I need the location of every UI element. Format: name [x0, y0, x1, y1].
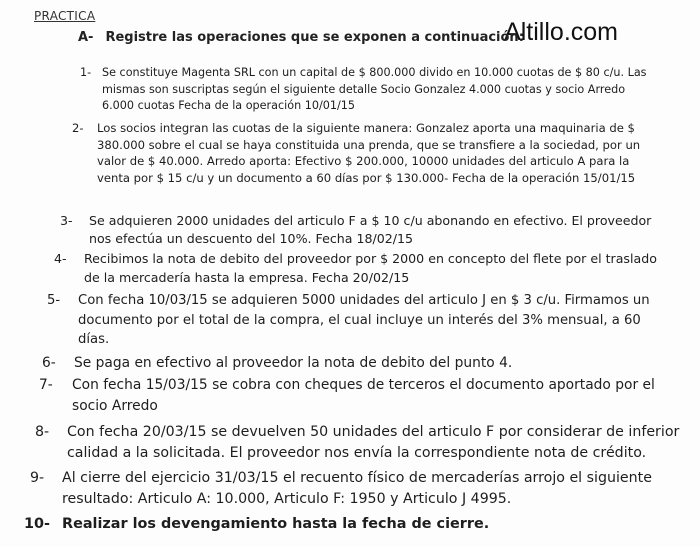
item-number: 1- — [80, 66, 92, 79]
section-letter: A- — [78, 30, 94, 45]
item-number: 4- — [54, 251, 67, 266]
item-text: Con fecha 15/03/15 se cobra con cheques de terceros el documento aportado por el socio Arredo — [72, 377, 655, 414]
list-item — [35, 422, 683, 464]
item-number: 10- — [24, 516, 50, 532]
item-text: Al cierre del ejercicio 31/03/15 el recuento físico de mercaderías arrojo el siguiente resultado: Articulo A: 10.000, Articulo F: 1950 y Articulo J 4995. — [62, 470, 652, 507]
list-item — [42, 353, 672, 373]
item-number: 6- — [42, 355, 56, 371]
list-item — [82, 65, 650, 115]
list-item — [39, 375, 679, 417]
item-number: 3- — [60, 213, 73, 228]
list-item — [60, 212, 666, 248]
item-number: 5- — [47, 293, 61, 308]
item-text: Con fecha 20/03/15 se devuelven 50 unidades del articulo F por considerar de inferior calidad a la solicitada. El proveedor nos envía la correspondiente nota de crédito. — [67, 424, 680, 461]
item-text: Con fecha 10/03/15 se adquieren 5000 unidades del articulo J en $ 3 c/u. Firmamos un documento por el total de la compra, el cual incluye un interés del 3% mensual, a 60 días. — [78, 293, 650, 347]
item-text: Se paga en efectivo al proveedor la nota de debito del punto 4. — [74, 355, 513, 371]
watermark-brand: Altillo.com — [504, 18, 618, 46]
list-item — [72, 120, 658, 186]
list-item — [54, 250, 666, 287]
item-number: 2- — [72, 121, 84, 135]
item-number: 9- — [30, 470, 45, 486]
list-item — [30, 468, 682, 510]
section-title-text: Registre las operaciones que se exponen a continuación: — [105, 30, 524, 45]
item-number: 8- — [35, 424, 50, 440]
section-title — [78, 30, 524, 45]
item-text: Se constituye Magenta SRL con un capital de $ 800.000 divido en 10.000 cuotas de $ 80 c/u. Las mismas son suscriptas según el siguiente detalle Socio Gonzalez 4.000 cuotas y socio Arredo 6.000 cuotas Fecha de la operación 10/01/15 — [102, 66, 647, 112]
list-item — [24, 514, 684, 535]
item-number: 7- — [39, 377, 53, 393]
item-text: Se adquieren 2000 unidades del articulo F a $ 10 c/u abonando en efectivo. El proveedor nos efectúa un descuento del 10%. Fecha 18/02/15 — [89, 213, 652, 246]
document-heading: PRACTICA — [34, 9, 96, 23]
item-text: Realizar los devengamiento hasta la fecha de cierre. — [62, 516, 490, 532]
item-text: Los socios integran las cuotas de la siguiente manera: Gonzalez aporta una maquinaria de $ 380.000 sobre el cual se haya constituida una prenda, que se transfiere a la sociedad, por un valor de $ 40.000. Arredo aporta: Efectivo $ 200.000, 10000 unidades del articulo A para la venta por $ 15 c/u y un documento a 60 días por $ 130.000- Fecha de la operación 15/01/15 — [97, 121, 641, 185]
item-text: Recibimos la nota de debito del proveedor por $ 2000 en concepto del flete por el traslado de la mercadería hasta la empresa. Fecha 20/02/15 — [84, 251, 657, 285]
list-item — [47, 291, 669, 350]
